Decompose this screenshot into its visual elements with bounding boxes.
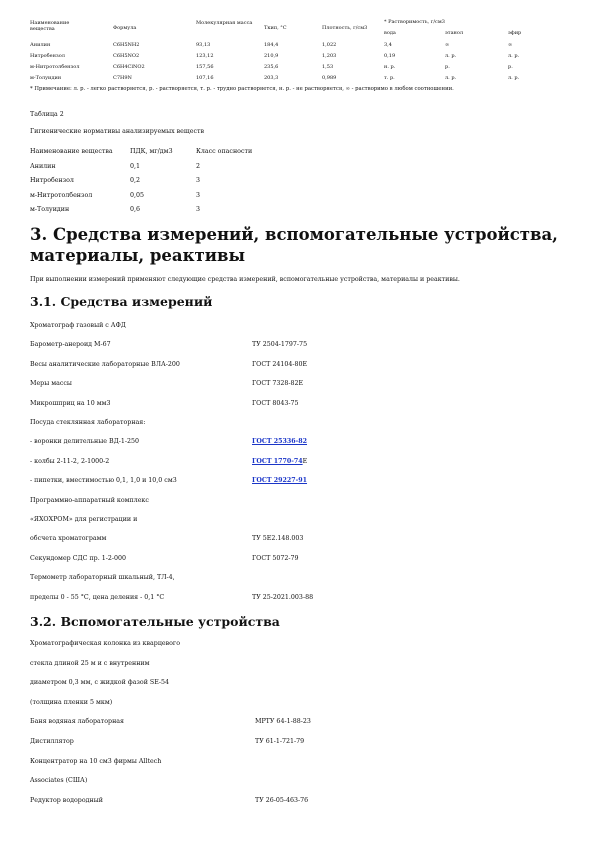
list-item-text: Редуктор водородный — [30, 796, 103, 804]
standard-code: МРТУ 64-1-88-23 — [255, 718, 311, 726]
table-row — [30, 192, 330, 207]
list-item-text: пределы 0 - 55 °С, цена деления - 0,1 °С — [30, 593, 165, 601]
table-cell-density: 1,022 — [322, 42, 337, 48]
table-cell-class: 3 — [196, 191, 201, 199]
table-cell-name: Нитробензол — [30, 53, 65, 59]
header-pdk: ПДК, мг/дм3 — [130, 148, 173, 155]
standard-code: ГОСТ 5072-79 — [252, 554, 299, 562]
list-item-text: (толщина пленки 5 мкм) — [30, 698, 113, 706]
list-item-text: диаметром 0,3 мм, с жидкой фазой SE-54 — [30, 679, 170, 687]
list-item-text: Термометр лабораторный шкальный, ТЛ-4, — [30, 574, 175, 582]
list-item-text: - пипетки, вместимостью 0,1, 1,0 и 10,0 см3 — [30, 477, 177, 485]
list-item-text: Посуда стеклянная лабораторная: — [30, 419, 146, 426]
standard-code: ТУ 61-1-721-79 — [255, 738, 305, 745]
table-row — [30, 64, 530, 75]
table-cell-density: 0,989 — [322, 75, 337, 81]
header-name: Наименование вещества — [30, 20, 70, 32]
table-row — [30, 42, 530, 53]
table-row — [30, 177, 330, 192]
table-cell-name: м-Нитротолбензол — [30, 64, 80, 70]
table-row — [30, 53, 530, 64]
standard-code[interactable] — [252, 438, 307, 445]
list-item-text: Секундомер СДС пр. 1-2-000 — [30, 554, 126, 562]
standard-code[interactable] — [252, 458, 307, 465]
standard-link[interactable]: ГОСТ 29227-91 — [252, 477, 308, 485]
list-item-text: Весы аналитические лабораторные ВЛА-200 — [30, 360, 180, 368]
table-cell-water: 0,19 — [384, 53, 396, 59]
table-cell-tboil: 203,3 — [264, 75, 279, 81]
standard-code: ТУ 2504-1797-75 — [252, 341, 308, 349]
properties-table — [30, 20, 530, 86]
header-ethanol: этанол — [445, 30, 464, 36]
standard-code: ГОСТ 8043-75 — [252, 399, 299, 407]
table-cell-pdk: 0,1 — [130, 162, 141, 170]
header-water: вода — [384, 30, 396, 36]
header-name: Наименование вещества — [30, 148, 113, 155]
header-ether: эфир — [508, 30, 522, 36]
standard-code[interactable] — [252, 477, 307, 484]
list-item-text: Associates (США) — [30, 777, 88, 785]
table-cell-tboil: 210,9 — [264, 53, 279, 59]
table2-title: Гигиенические нормативы анализируемых веществ — [30, 128, 205, 135]
hygiene-table-body — [30, 163, 330, 221]
hygiene-table — [30, 148, 330, 221]
table-row — [30, 206, 330, 221]
table-cell-ethanol: л. р. — [445, 75, 457, 81]
table-cell-pdk: 0,6 — [130, 206, 141, 213]
list-item-text: - воронки делительные ВД-1-250 — [30, 438, 140, 446]
table2-caption: Таблица 2 — [30, 111, 64, 118]
list-item-text: Дистиллятор — [30, 738, 74, 745]
header-class: Класс опасности — [196, 148, 253, 155]
section-3-2-title: 3.2. Вспомогательные устройства — [30, 614, 280, 629]
table-cell-water: 3,4 — [384, 42, 392, 48]
properties-table-header — [30, 20, 530, 38]
header-molar-mass: Молекулярная масса — [196, 20, 253, 26]
header-solubility: * Растворимость, г/см3 — [384, 19, 445, 25]
table-cell-name: м-Толуидин — [30, 206, 70, 213]
standard-suffix: Е — [302, 457, 308, 465]
standard-code: ТУ 25-2021.003-88 — [252, 593, 314, 601]
list-item-text: - колбы 2-11-2, 2-1000-2 — [30, 457, 110, 465]
table-cell-water: н. р. — [384, 64, 396, 70]
table-cell-ether: р. — [508, 64, 513, 70]
standard-code: ТУ 26-05-463-76 — [255, 796, 309, 804]
table-cell-formula: C6H4ClNO2 — [113, 64, 145, 70]
standard-code: ТУ 5Е2.148.003 — [252, 535, 304, 543]
list-item-text: Меры массы — [30, 380, 72, 388]
table-cell-formula: C6H5NO2 — [113, 53, 140, 59]
section-3-title: 3. Средства измерений, вспомогательные устройства, материалы, реактивы — [30, 225, 558, 265]
list-item-text: стекла длиной 25 м и с внутренним — [30, 659, 150, 667]
table-cell-name: м-Нитротолбензол — [30, 191, 93, 199]
section-3-1-title: 3.1. Средства измерений — [30, 294, 213, 309]
standard-link[interactable]: ГОСТ 1770-74 — [252, 457, 303, 465]
table-cell-name: м-Толуидин — [30, 75, 62, 81]
list-item-text: Хроматограф газовый с АФД — [30, 322, 126, 329]
table-note: * Примечание: л. р. - легко растворяется, р. - растворяется, т. р. - трудно растворяется, н. р. - не растворяется, ∞ - растворимо в любом соотношении. — [30, 86, 454, 92]
list-item-text: «ЯХОХРОМ» для регистрации и — [30, 516, 138, 523]
table-cell-ethanol: р. — [445, 64, 450, 70]
table-cell-ether: ∞ — [508, 42, 513, 48]
standard-code: ГОСТ 24104-80Е — [252, 360, 308, 368]
table-cell-formula: C6H5NH2 — [113, 42, 140, 48]
table-cell-ether: л. р. — [508, 53, 520, 59]
list-item-text: Микрошприц на 10 мм3 — [30, 399, 111, 407]
header-formula: Формула — [113, 25, 137, 31]
table-cell-ethanol: л. р. — [445, 53, 457, 59]
header-tboil: Tкип, °C — [264, 25, 287, 31]
table-cell-ethanol: ∞ — [445, 42, 450, 48]
table-cell-mass: 93,13 — [196, 42, 211, 48]
header-density: Плотность, г/см3 — [322, 25, 368, 31]
table-cell-name: Анилин — [30, 162, 56, 170]
list-item-text: Программно-аппаратный комплекс — [30, 496, 149, 504]
table-cell-tboil: 184,4 — [264, 42, 279, 48]
list-item-text: Баня водяная лабораторная — [30, 718, 125, 726]
list-item-text: обсчета хроматограмм — [30, 535, 107, 543]
table-cell-mass: 107,16 — [196, 75, 214, 81]
table-cell-density: 1,203 — [322, 53, 337, 59]
table-cell-pdk: 0,2 — [130, 177, 141, 184]
table-cell-class: 2 — [196, 162, 201, 170]
table-cell-class: 3 — [196, 206, 201, 213]
table-cell-ether: л. р. — [508, 75, 520, 81]
list-item-text: Концентратор на 10 см3 фирмы Alltech — [30, 757, 162, 765]
table-cell-density: 1,53 — [322, 64, 334, 70]
table-cell-name: Анилин — [30, 42, 51, 48]
hygiene-table-header — [30, 148, 330, 163]
properties-table-body — [30, 42, 530, 86]
section-3-intro: При выполнении измерений применяют следующие средства измерений, вспомогательные устройства, материалы и реактивы. — [30, 276, 460, 283]
table-cell-class: 3 — [196, 177, 201, 184]
list-item-text: Барометр-анероид М-67 — [30, 341, 111, 349]
table-cell-tboil: 235,6 — [264, 64, 279, 70]
table-row — [30, 75, 530, 86]
table-cell-name: Нитробензол — [30, 177, 74, 184]
table-cell-mass: 123,12 — [196, 53, 214, 59]
standard-code: ГОСТ 7328-82Е — [252, 380, 304, 388]
table-cell-water: т. р. — [384, 75, 395, 81]
table-cell-formula: C7H9N — [113, 75, 132, 81]
list-item-text: Хроматографическая колонка из кварцевого — [30, 640, 181, 647]
table-cell-mass: 157,56 — [196, 64, 214, 70]
table-cell-pdk: 0,05 — [130, 191, 145, 199]
standard-link[interactable]: ГОСТ 25336-82 — [252, 438, 308, 446]
table-row — [30, 163, 330, 178]
